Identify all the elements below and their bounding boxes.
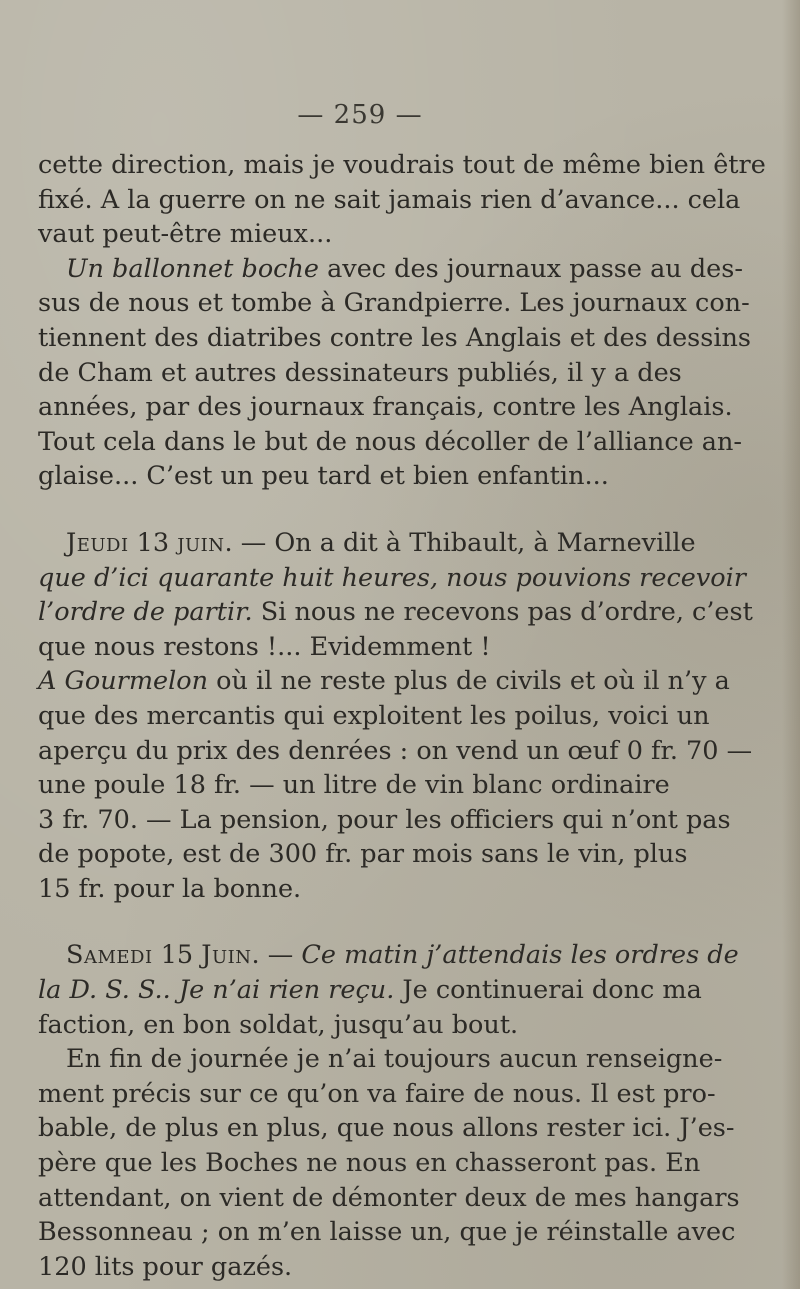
text-run: fixé. A la guerre on ne sait jamais rien d’avance... cela — [38, 184, 741, 215]
text-line — [38, 1042, 723, 1077]
text-line — [38, 734, 753, 769]
text-run: vaut peut-être mieux... — [38, 219, 333, 250]
text-line — [38, 390, 733, 425]
text-run: où il ne reste plus de civils et où il n’y a — [208, 666, 730, 697]
text-line — [38, 217, 658, 252]
text-run: Samedi — [66, 940, 153, 971]
paragraph-gap — [38, 906, 658, 938]
text-line — [38, 595, 753, 630]
text-run: de Cham et autres dessinateurs publiés, il y a des — [38, 357, 682, 388]
text-line — [38, 768, 670, 803]
text-run: . — On a dit à Thibault, à Marneville — [224, 527, 696, 558]
text-line — [38, 561, 746, 596]
text-run: Jeudi — [66, 527, 129, 558]
text-run: Juin — [201, 940, 252, 971]
text-line — [38, 321, 751, 356]
text-run: l’ordre de partir. — [38, 597, 253, 628]
text-line — [38, 837, 688, 872]
text-run: cette direction, mais je voudrais tout de même bien être — [38, 150, 766, 180]
text-line — [38, 356, 682, 391]
text-line — [38, 630, 658, 665]
text-run: glaise... C’est un peu tard et bien enfantin... — [38, 461, 609, 492]
text-run: la D. S. S.. Je n’ai rien reçu. — [38, 975, 395, 1006]
text-run: Si nous ne recevons pas d’ordre, c’est — [252, 597, 753, 628]
text-line — [38, 973, 702, 1008]
text-line — [38, 1111, 735, 1146]
text-line — [38, 183, 741, 218]
text-run: sus de nous et tombe à Grandpierre. Les journaux con- — [38, 288, 750, 319]
text-run: 15 — [152, 940, 202, 971]
text-run: que d’ici quarante huit heures, nous pouvions recevoir — [38, 562, 746, 593]
text-run: 15 fr. pour la bonne. — [38, 873, 302, 904]
text-run: une poule 18 fr. — un litre de vin blanc ordinaire — [38, 770, 670, 801]
text-run: 120 lits pour gazés. — [38, 1251, 293, 1282]
text-line — [38, 526, 696, 561]
text-line — [38, 938, 739, 973]
text-run: Tout cela dans le but de nous décoller de l’alliance an- — [38, 426, 743, 457]
text-run: 3 fr. 70. — La pension, pour les officiers qui n’ont pas — [38, 804, 731, 835]
text-line — [38, 1215, 736, 1250]
text-run: bable, de plus en plus, que nous allons rester ici. J’es- — [38, 1113, 735, 1144]
text-line — [38, 425, 743, 460]
text-run: aperçu du prix des denrées : on vend un œuf 0 fr. 70 — — [38, 735, 753, 766]
text-run: de popote, est de 300 fr. par mois sans le vin, plus — [38, 839, 688, 870]
text-line — [38, 148, 766, 183]
text-run: que des mercantis qui exploitent les poilus, voici un — [38, 700, 710, 731]
text-line — [38, 664, 730, 699]
text-run: A Gourmelon — [38, 666, 209, 697]
text-run: attendant, on vient de démonter deux de mes hangars — [38, 1182, 740, 1213]
text-line — [38, 1077, 716, 1112]
text-run: faction, en bon soldat, jusqu’au bout. — [38, 1009, 519, 1040]
text-run: tiennent des diatribes contre les Anglais et des dessins — [38, 322, 751, 353]
text-run: Je continuerai donc ma — [394, 975, 702, 1006]
text-line — [38, 1181, 740, 1216]
text-run: Un ballonnet boche — [66, 253, 319, 284]
text-line — [38, 803, 731, 838]
text-line — [38, 699, 710, 734]
text-line — [38, 1250, 658, 1285]
text-run: En fin de journée je n’ai toujours aucun renseigne- — [66, 1044, 723, 1075]
text-run: Ce matin j’attendais les ordres de — [301, 940, 739, 971]
text-run: 13 — [128, 527, 178, 558]
text-run: Bessonneau ; on m’en laisse un, que je réinstalle avec — [38, 1217, 736, 1248]
text-line — [38, 872, 658, 907]
text-line — [38, 252, 743, 287]
text-line — [38, 286, 750, 321]
text-run: années, par des journaux français, contre les Anglais. — [38, 392, 733, 423]
page-edge-shadow — [782, 0, 800, 1289]
text-run: avec des journaux passe au des- — [318, 253, 743, 284]
text-line — [38, 1008, 658, 1043]
text-run: juin — [177, 527, 225, 558]
text-line — [38, 459, 658, 494]
text-run: ment précis sur ce qu’on va faire de nous. Il est pro- — [38, 1078, 716, 1109]
text-run: . — — [251, 940, 302, 971]
text-run: que nous restons !... Evidemment ! — [38, 631, 491, 662]
paragraph-gap — [38, 494, 658, 526]
body-text — [38, 148, 766, 1284]
text-run: père que les Boches ne nous en chasseront pas. En — [38, 1148, 701, 1179]
page-number: — 259 — — [297, 100, 423, 130]
text-line — [38, 1146, 701, 1181]
